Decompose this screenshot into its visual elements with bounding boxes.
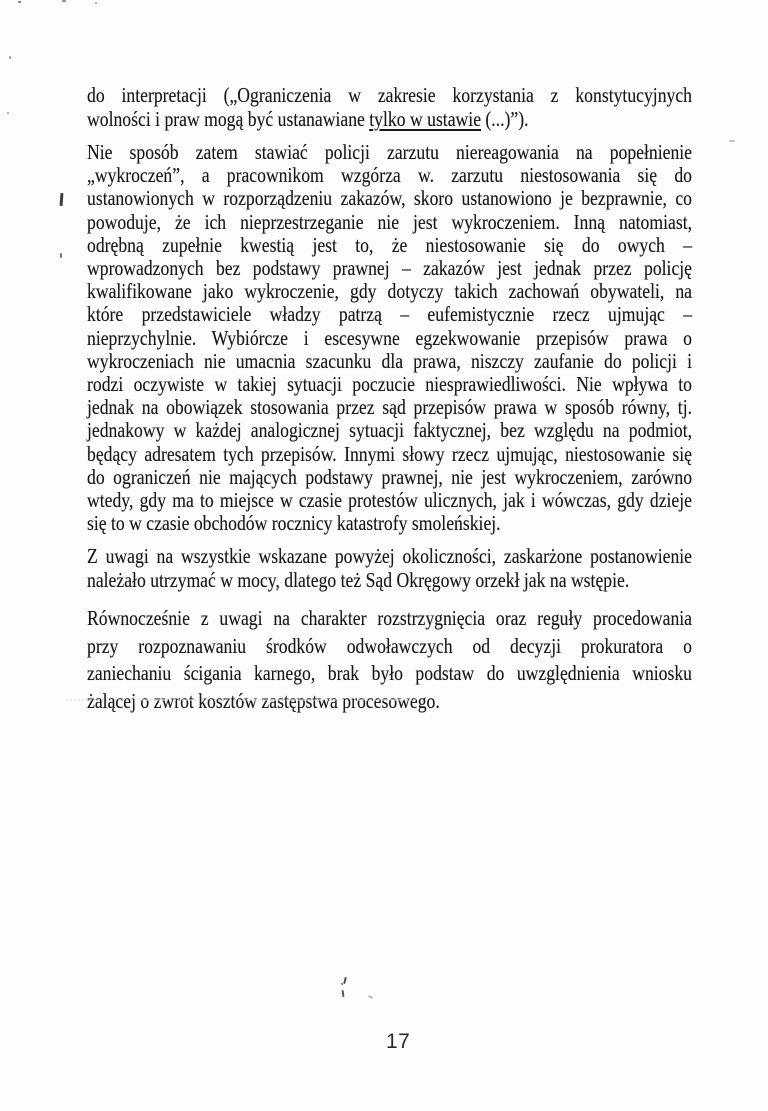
text-line <box>87 327 692 350</box>
text-line <box>87 419 692 442</box>
text-segment: Nie sposób zatem stawiać policji zarzutu niereagowania na popełnienie <box>87 140 693 164</box>
text-segment: odrębną zupełnie kwestią jest to, że niestosowanie się do owych – <box>87 232 693 257</box>
scan-speck <box>342 990 345 997</box>
scan-speck <box>9 56 11 59</box>
text-line <box>87 605 692 633</box>
text-segment: do interpretacji („Ograniczenia w zakresie korzystania z konstytucyjnych <box>87 83 693 107</box>
paragraph <box>87 545 692 592</box>
paragraph <box>87 84 692 131</box>
text-segment: ustanowionych w rozporządzeniu zakazów, skoro ustanowiono je bezprawnie, co <box>87 186 693 211</box>
scan-speck <box>60 193 64 206</box>
text-segment: wolności i praw mogą być ustanawiane <box>87 106 370 131</box>
scan-speck <box>343 977 347 984</box>
text-line <box>87 569 692 593</box>
text-line <box>87 211 692 234</box>
text-segment: będący adresatem tych przepisów. Innymi słowy rzecz ujmując, niestosowanie się <box>87 441 693 466</box>
text-segment: Z uwagi na wszystkie wskazane powyżej okoliczności, zaskarżone postanowienie <box>87 544 693 568</box>
scan-speck <box>729 140 735 142</box>
text-segment: nieprzychylnie. Wybiórcze i escesywne egzekwowanie przepisów prawa o <box>87 325 693 350</box>
scan-speck <box>62 0 66 2</box>
scan-speck <box>18 1 21 3</box>
text-line <box>87 633 692 661</box>
text-line <box>87 443 692 466</box>
text-line <box>87 303 692 326</box>
text-segment: zaniechaniu ścigania karnego, brak było podstaw do uwzględnienia wniosku <box>87 661 693 686</box>
text-segment: rodzi oczywiste w takiej sytuacji poczucie niesprawiedliwości. Nie wpływa to <box>87 372 693 397</box>
text-segment: wykroczeniach nie umacnia szacunku dla prawa, niszczy zaufanie do policji i <box>87 348 693 373</box>
text-segment: „wykroczeń”, a pracownikom wzgórza w. zarzutu niestosowania się do <box>87 163 693 188</box>
scan-speck <box>95 2 97 4</box>
text-segment: kwalifikowane jako wykroczenie, gdy dotyczy takich zachowań obywateli, na <box>87 279 693 304</box>
text-line <box>87 280 692 303</box>
text-line <box>87 688 692 716</box>
text-line <box>87 660 692 688</box>
text-line <box>87 257 692 280</box>
underlined-text: tylko w ustawie <box>369 106 482 131</box>
text-line <box>87 373 692 396</box>
text-line <box>87 512 692 535</box>
scan-speck <box>60 253 62 258</box>
text-line <box>87 350 692 373</box>
text-segment: które przedstawiciele władzy patrzą – eufemistycznie rzecz ujmując – <box>87 302 693 327</box>
text-segment: powoduje, że ich nieprzestrzeganie nie jest wykroczeniem. Inną natomiast, <box>87 209 693 234</box>
text-line <box>87 396 692 419</box>
scan-speck <box>341 983 343 985</box>
scan-speck <box>368 995 373 999</box>
text-line <box>87 489 692 512</box>
text-line <box>87 234 692 257</box>
text-segment: Równocześnie z uwagi na charakter rozstrzygnięcia oraz reguły procedowania <box>87 606 693 630</box>
scan-speck <box>7 112 9 114</box>
text-segment: jednakowy w każdej analogicznej sytuacji faktycznej, bez względu na podmiot, <box>87 418 693 443</box>
text-line <box>87 466 692 489</box>
text-segment: przy rozpoznawaniu środków odwoławczych od decyzji prokuratora o <box>87 633 693 658</box>
text-segment: wprowadzonych bez podstawy prawnej – zakazów jest jednak przez policję <box>87 256 693 281</box>
text-segment: wtedy, gdy ma to miejsce w czasie protestów ulicznych, jak i wówczas, gdy dzieje <box>87 488 693 513</box>
text-line <box>87 164 692 187</box>
text-line <box>87 108 692 132</box>
text-segment: należało utrzymać w mocy, dlatego też Sąd Okręgowy orzekł jak na wstępie. <box>87 567 630 592</box>
page-number: 17 <box>386 1030 411 1053</box>
text-segment: się to w czasie obchodów rocznicy katastrofy smoleńskiej. <box>87 511 501 536</box>
text-segment: (...)”). <box>481 106 529 131</box>
text-segment: jednak na obowiązek stosowania przez sąd przepisów prawa w sposób równy, tj. <box>87 395 693 420</box>
text-segment: do ograniczeń nie mających podstawy prawnej, nie jest wykroczeniem, zarówno <box>87 464 693 489</box>
text-line <box>87 84 692 108</box>
text-line <box>87 141 692 164</box>
text-line <box>87 187 692 210</box>
text-line <box>87 545 692 569</box>
text-segment: żalącej o zwrot kosztów zastępstwa procesowego. <box>87 689 440 714</box>
scan-artifact-band <box>66 699 416 701</box>
paragraph <box>87 141 692 535</box>
